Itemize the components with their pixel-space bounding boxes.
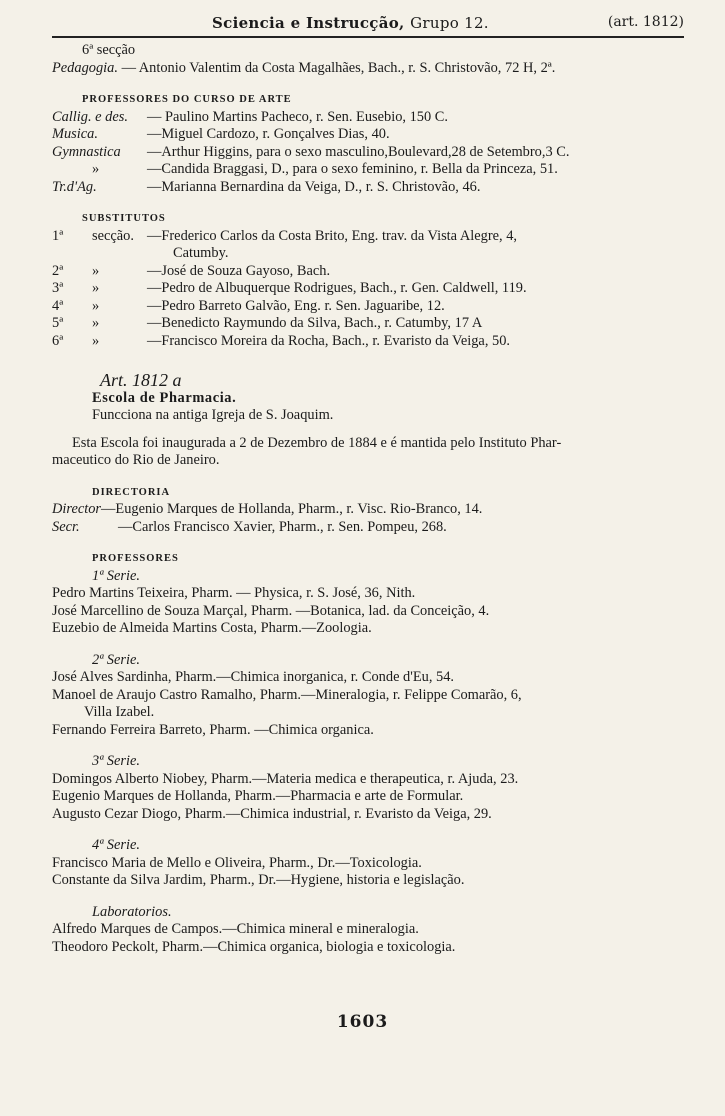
professores-heading: PROFESSORES — [92, 553, 179, 564]
series-label: 3ª Serie. — [92, 753, 140, 769]
list-value: — Paulino Martins Pacheco, r. Sen. Eusebio, 150 C. — [147, 108, 448, 125]
list-key: Gymnastica — [52, 143, 121, 160]
list-item: Pedro Martins Teixeira, Pharm. — Physica, r. S. José, 36, Nith. — [52, 585, 416, 601]
list-value: —Candida Braggasi, D., para o sexo feminino, r. Bella da Princeza, 51. — [147, 161, 558, 177]
list-item: José Marcellino de Souza Marçal, Pharm. —Botanica, lad. da Conceição, 4. — [52, 602, 490, 619]
list-item: Eugenio Marques de Hollanda, Pharm.—Pharmacia e arte de Formular. — [52, 788, 464, 804]
list-item: Villa Izabel. — [84, 704, 155, 720]
list-item: Domingos Alberto Niobey, Pharm.—Materia medica e therapeutica, r. Ajuda, 23. — [52, 770, 519, 787]
list-item: Theodoro Peckolt, Pharm.—Chimica organica, biologia e toxicologia. — [52, 938, 456, 955]
page-body — [52, 42, 692, 956]
list-item: Fernando Ferreira Barreto, Pharm. —Chimica organica. — [52, 721, 374, 738]
director-line: Director—Eugenio Marques de Hollanda, Pharm., r. Visc. Rio-Branco, 14. — [52, 501, 483, 517]
list-item: Constante da Silva Jardim, Pharm., Dr.—Hygiene, historia e legislação. — [52, 872, 465, 888]
school-name: Escola de Pharmacia. — [92, 389, 237, 406]
header-article: (art. 1812) — [607, 14, 684, 30]
list-key: Musica. — [52, 126, 98, 142]
list-key: 1ª — [52, 227, 64, 244]
school-location: Funcciona na antiga Igreja de S. Joaquim. — [92, 407, 334, 423]
secretary-line: Secr. —Carlos Francisco Xavier, Pharm., r. Sen. Pompeu, 268. — [52, 518, 447, 535]
list-item: Manoel de Araujo Castro Ramalho, Pharm.—Mineralogia, r. Felippe Comarão, 6, — [52, 686, 522, 703]
page-number: 1603 — [336, 1012, 389, 1032]
article-title: Art. 1812 a — [100, 370, 182, 390]
list-value: —Miguel Cardozo, r. Gonçalves Dias, 40. — [147, 126, 390, 142]
school-paragraph-l1: Esta Escola foi inaugurada a 2 de Dezembro de 1884 e é mantida pelo Instituto Phar- — [72, 434, 562, 451]
substitutos-heading: SUBSTITUTOS — [82, 213, 166, 224]
list-value: —Marianna Bernardina da Veiga, D., r. S. Christovão, 46. — [147, 178, 481, 195]
section-label: 6ª secção — [82, 42, 136, 58]
list-key: Callig. e des. — [52, 108, 128, 125]
pedagogia-line: Pedagogia. — Antonio Valentim da Costa Magalhães, Bach., r. S. Christovão, 72 H, 2ª. — [52, 59, 556, 76]
list-item: Alfredo Marques de Campos.—Chimica mineral e mineralogia. — [52, 921, 419, 937]
series-label: 1ª Serie. — [92, 567, 140, 584]
series-label: 2ª Serie. — [92, 651, 140, 668]
directoria-heading: DIRECTORIA — [92, 486, 171, 498]
list-value: —Arthur Higgins, para o sexo masculino,Boulevard,28 de Setembro,3 C. — [147, 143, 570, 160]
list-item: Augusto Cezar Diogo, Pharm.—Chimica industrial, r. Evaristo da Veiga, 29. — [52, 805, 492, 822]
series-label: 4ª Serie. — [92, 837, 140, 853]
header-title: Sciencia e Instrucção, Grupo 12. — [212, 14, 489, 32]
header-group: Grupo 12. — [410, 14, 489, 32]
running-header — [52, 8, 684, 38]
list-item: Francisco Maria de Mello e Oliveira, Pharm., Dr.—Toxicologia. — [52, 854, 422, 871]
list-item: Euzebio de Almeida Martins Costa, Pharm.—Zoologia. — [52, 620, 372, 636]
list-key: Tr.d'Ag. — [52, 178, 97, 195]
laboratorios-label: Laboratorios. — [92, 903, 172, 920]
school-paragraph-l2: maceutico do Rio de Janeiro. — [52, 452, 220, 468]
list-value: —Frederico Carlos da Costa Brito, Eng. trav. da Vista Alegre, 4, — [147, 227, 518, 244]
professores-arte-list — [52, 109, 692, 197]
substitutos-list: 1ª secção. —Frederico Carlos da Costa Brito, Eng. trav. da Vista Alegre, 4, Catumby. 2ª » —José de Souza Gayoso, Bach. 3ª » —Pedro de Albuquerque Rodrigues, Bach., r. Gen. Caldwell, 119. 4ª » —Pedro Barreto Galvão, Eng. r. Sen. Jaguaribe, 12. 5ª » —Benedicto Raymundo da Silva, Bach., r. Catumby, 17 A 6ª » —Francisco Moreira da Rocha, Bach., r. Evaristo da Veiga, 50. — [52, 228, 692, 351]
list-item: José Alves Sardinha, Pharm.—Chimica inorganica, r. Conde d'Eu, 54. — [52, 669, 455, 685]
list-key: » — [92, 161, 100, 177]
professores-arte-heading: PROFESSORES DO CURSO DE ARTE — [82, 94, 292, 105]
